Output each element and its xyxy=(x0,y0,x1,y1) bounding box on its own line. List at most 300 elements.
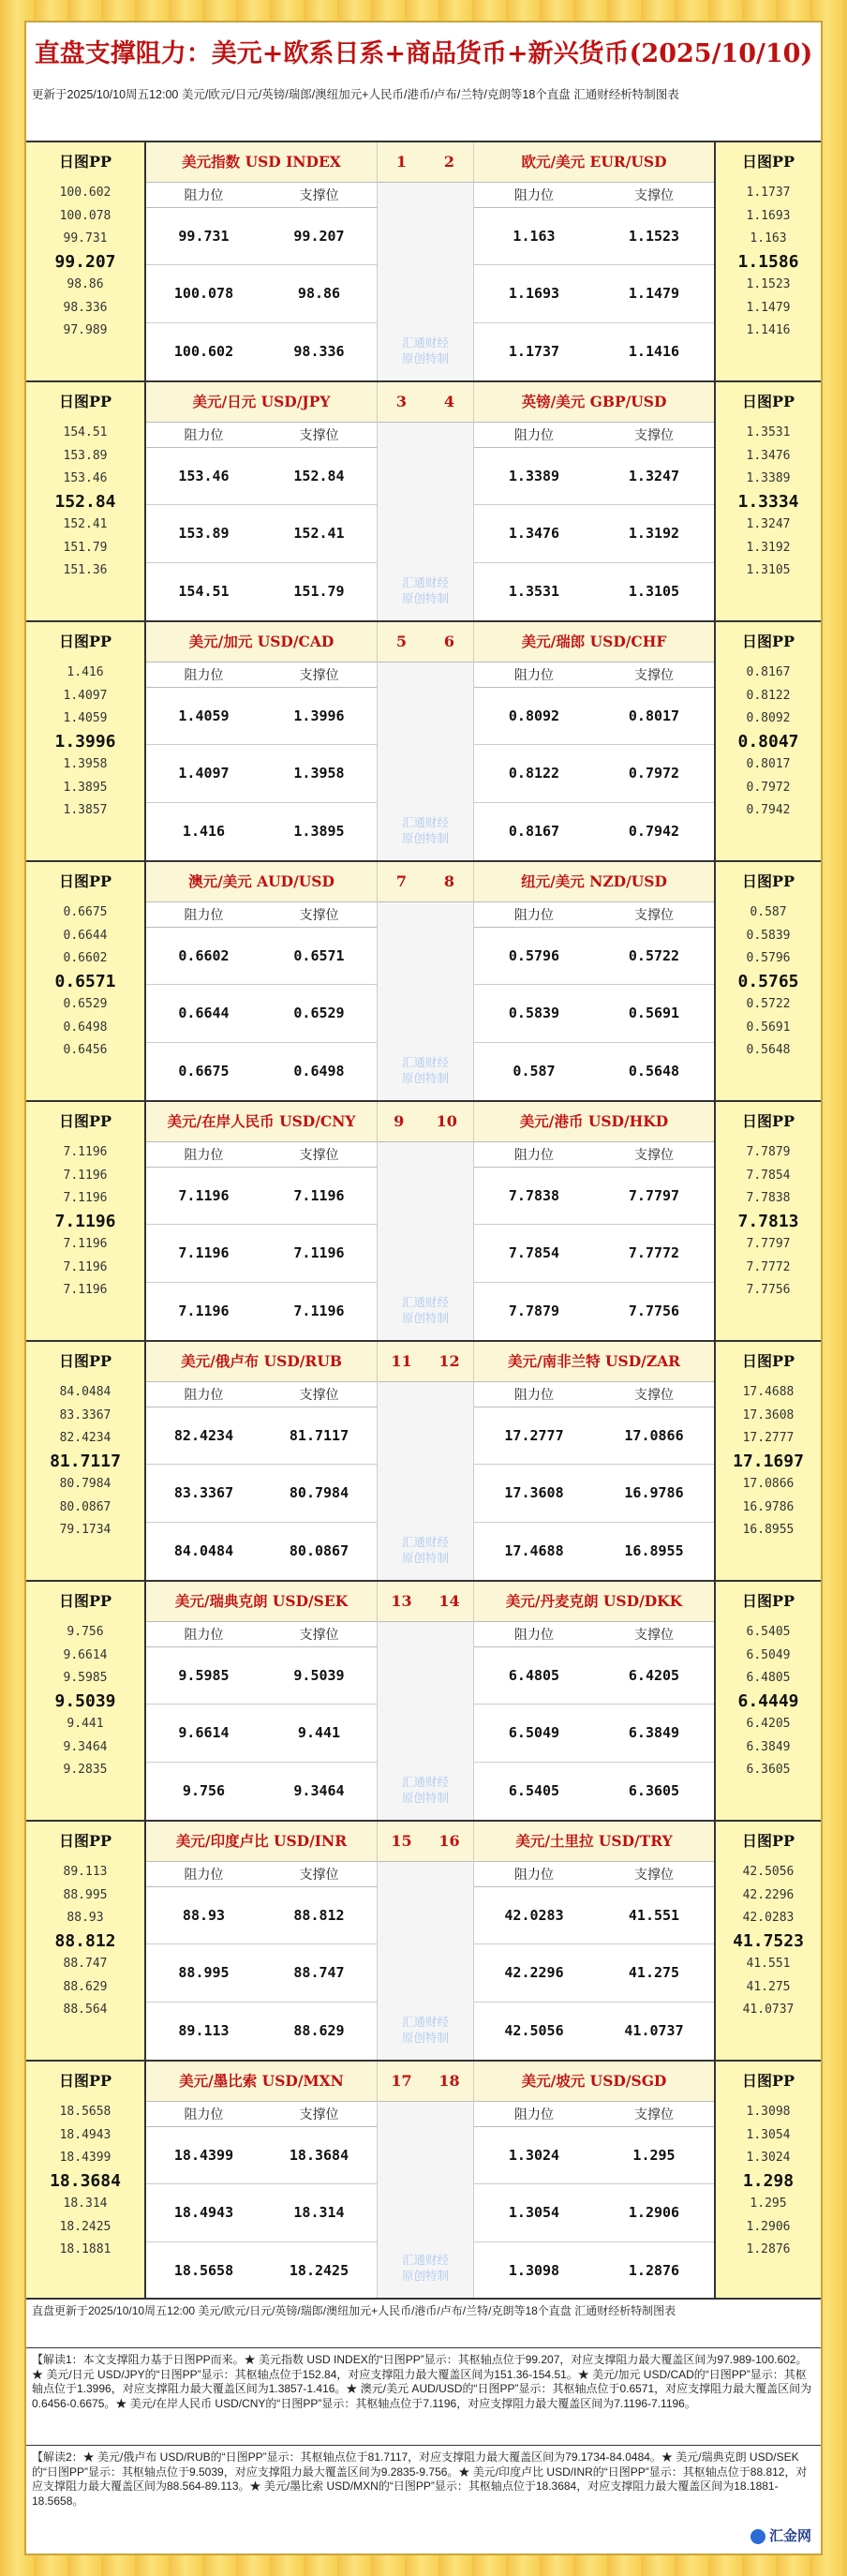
pp-header: 日图PP xyxy=(58,1112,112,1130)
level-row xyxy=(146,2184,377,2241)
level-header xyxy=(146,663,377,688)
pivot-value: 88.812 xyxy=(54,1930,116,1951)
pair-name: 纽元/美元 NZD/USD xyxy=(474,862,714,902)
pivot-value: 0.5765 xyxy=(737,971,799,991)
block-number-right: 2 xyxy=(443,153,455,171)
pair-table-left xyxy=(146,862,377,1100)
pp-value: 1.3105 xyxy=(746,563,791,577)
support-value: 1.3958 xyxy=(293,765,345,782)
pair-table-right xyxy=(474,1102,714,1340)
pp-value: 1.4097 xyxy=(63,688,108,703)
pivot-value: 1.3996 xyxy=(54,731,116,752)
resistance-value: 1.4097 xyxy=(178,765,230,782)
pp-value: 17.0866 xyxy=(742,1477,795,1491)
resistance-value: 0.5839 xyxy=(508,1005,560,1022)
pp-value: 84.0484 xyxy=(59,1385,111,1399)
page-title: 直盘支撑阻力：美元+欧系日系+商品货币+新兴货币(2025/10/10) xyxy=(34,39,813,68)
watermark-line-1: 汇通财经 xyxy=(401,1056,449,1069)
resistance-value: 1.3531 xyxy=(508,582,560,600)
resistance-value: 1.3054 xyxy=(508,2204,560,2222)
resistance-value: 88.995 xyxy=(178,1964,230,1982)
pp-column-right xyxy=(714,1582,821,1820)
block-numbers xyxy=(378,1342,473,1382)
level-row xyxy=(474,2242,714,2300)
pair-block xyxy=(26,860,821,1100)
pair-table-left xyxy=(146,142,377,380)
middle-column xyxy=(377,622,474,860)
resistance-label: 阻力位 xyxy=(514,1627,554,1642)
pp-value: 1.163 xyxy=(750,231,787,246)
pp-header: 日图PP xyxy=(741,2072,795,2090)
resistance-value: 7.1196 xyxy=(178,1244,230,1262)
pp-value: 97.989 xyxy=(63,323,108,337)
resistance-value: 1.163 xyxy=(513,228,556,245)
pp-value: 1.3389 xyxy=(746,471,791,485)
pp-value: 98.336 xyxy=(63,300,108,315)
resistance-value: 7.7854 xyxy=(508,1244,560,1262)
resistance-label: 阻力位 xyxy=(514,1147,554,1162)
pair-name: 美元指数 USD INDEX xyxy=(146,142,377,183)
pp-value: 88.629 xyxy=(63,1979,108,1994)
support-value: 0.5691 xyxy=(628,1005,680,1022)
level-row xyxy=(146,2242,377,2300)
pair-name: 美元/坡元 USD/SGD xyxy=(474,2062,714,2102)
pp-value: 1.3531 xyxy=(746,425,791,439)
pp-value: 9.756 xyxy=(67,1625,104,1639)
resistance-value: 1.4059 xyxy=(178,707,230,724)
pp-column-right xyxy=(714,142,821,380)
pivot-value: 7.1196 xyxy=(54,1211,116,1231)
resistance-value: 0.8167 xyxy=(508,822,560,840)
footer-update-line: 直盘更新于2025/10/10周五12:00 美元/欧元/日元/英镑/瑞郎/澳纽加元+人民币/港币/卢布/兰特/克朗等18个直盘 汇通财经析特制图表 xyxy=(26,2301,821,2348)
resistance-label: 阻力位 xyxy=(184,1867,224,1882)
resistance-value: 83.3367 xyxy=(173,1484,234,1502)
watermark-line-2: 原创特制 xyxy=(401,592,449,605)
middle-column xyxy=(377,382,474,620)
level-row xyxy=(146,2127,377,2184)
pp-value: 0.7942 xyxy=(746,803,791,817)
pair-name: 美元/丹麦克朗 USD/DKK xyxy=(474,1582,714,1622)
pp-value: 6.5049 xyxy=(746,1647,791,1662)
support-value: 9.441 xyxy=(297,1724,341,1742)
block-numbers xyxy=(378,622,473,663)
pp-value: 1.1479 xyxy=(746,300,791,315)
level-row xyxy=(474,1225,714,1282)
pp-value: 6.3605 xyxy=(746,1763,791,1777)
support-value: 88.747 xyxy=(293,1964,345,1982)
support-label: 支撑位 xyxy=(634,2107,674,2122)
pair-block xyxy=(26,1820,821,2060)
pp-value: 18.4399 xyxy=(59,2151,111,2165)
pp-value: 1.2906 xyxy=(746,2219,791,2234)
pair-table-right xyxy=(474,862,714,1100)
level-row xyxy=(474,1168,714,1225)
pp-value: 0.8167 xyxy=(746,665,791,679)
pp-value: 1.4059 xyxy=(63,711,108,725)
pp-column-right xyxy=(714,1342,821,1580)
interpretation-2-text: 【解读2：★ 美元/俄卢布 USD/RUB的“日图PP”显示：其枢轴点位于81.7117，对应支撑阻力最大覆盖区间为79.1734-84.0484。★ 美元/瑞典克朗 USD/SEK的“日图PP”显示：其枢轴点位于9.5039，对应支撑阻力最大覆盖区间为9.2835-9.756。★ 美元/印度卢比 USD/INR的“日图PP”显示：其枢轴点位于88.812，对应支撑阻力最大覆盖区间为88.564-89.113。★ 美元/墨比索 USD/MXN的“日图PP”显示：其枢轴点位于18.3684，对应支撑阻力最大覆盖区间为18.1881-18.5658。 xyxy=(32,2450,808,2508)
pair-table-right xyxy=(474,1342,714,1580)
pivot-value: 1.298 xyxy=(742,2170,795,2191)
support-value: 9.5039 xyxy=(293,1667,345,1684)
pair-name: 美元/土里拉 USD/TRY xyxy=(474,1822,714,1862)
pp-value: 88.995 xyxy=(63,1887,108,1902)
pp-value: 1.3054 xyxy=(746,2127,791,2142)
support-value: 6.3605 xyxy=(628,1781,680,1799)
resistance-value: 18.4399 xyxy=(173,2147,234,2164)
level-row xyxy=(146,1944,377,2002)
pair-block xyxy=(26,1340,821,1580)
resistance-label: 阻力位 xyxy=(514,907,554,922)
level-row xyxy=(146,1043,377,1100)
pivot-value: 1.3334 xyxy=(737,491,799,512)
pp-value: 7.7879 xyxy=(746,1145,791,1159)
resistance-value: 0.5796 xyxy=(508,947,560,964)
pp-header: 日图PP xyxy=(58,1592,112,1610)
watermark-line-2: 原创特制 xyxy=(401,1312,449,1325)
resistance-value: 18.4943 xyxy=(173,2204,234,2222)
resistance-label: 阻力位 xyxy=(514,187,554,202)
pp-header: 日图PP xyxy=(741,633,795,650)
resistance-value: 1.1737 xyxy=(508,342,560,360)
pp-header: 日图PP xyxy=(741,1352,795,1370)
pp-value: 41.275 xyxy=(746,1979,791,1994)
pivot-value: 6.4449 xyxy=(737,1690,799,1711)
pp-value: 100.078 xyxy=(59,208,111,223)
support-label: 支撑位 xyxy=(634,667,674,682)
pp-column-right xyxy=(714,1822,821,2060)
pp-value: 0.6602 xyxy=(63,951,108,965)
pp-value: 0.6644 xyxy=(63,928,108,943)
pp-value: 18.5658 xyxy=(59,2105,111,2119)
resistance-value: 9.756 xyxy=(182,1781,226,1799)
resistance-value: 9.5985 xyxy=(178,1667,230,1684)
resistance-value: 82.4234 xyxy=(173,1427,234,1444)
watermark-line-1: 汇通财经 xyxy=(401,1296,449,1309)
support-value: 88.629 xyxy=(293,2021,345,2039)
block-number-left: 9 xyxy=(394,1112,405,1130)
pivot-value: 0.8047 xyxy=(737,731,799,752)
support-value: 16.9786 xyxy=(624,1484,684,1502)
pair-name: 美元/瑞郎 USD/CHF xyxy=(474,622,714,663)
pp-value: 7.1196 xyxy=(63,1168,108,1183)
resistance-label: 阻力位 xyxy=(514,2107,554,2122)
level-header xyxy=(146,183,377,208)
watermark xyxy=(378,1295,473,1327)
pair-table-right xyxy=(474,2062,714,2298)
level-header xyxy=(146,1382,377,1407)
watermark-line-1: 汇通财经 xyxy=(401,816,449,829)
pair-table-right xyxy=(474,1582,714,1820)
pp-value: 153.89 xyxy=(63,448,108,463)
pp-value: 17.4688 xyxy=(742,1385,795,1399)
pp-value: 151.36 xyxy=(63,563,108,577)
level-header xyxy=(146,423,377,448)
resistance-value: 89.113 xyxy=(178,2021,230,2039)
support-value: 80.7984 xyxy=(289,1484,349,1502)
watermark xyxy=(378,1535,473,1567)
pair-table-left xyxy=(146,622,377,860)
level-row xyxy=(146,265,377,322)
support-label: 支撑位 xyxy=(299,667,339,682)
pp-value: 6.3849 xyxy=(746,1739,791,1754)
resistance-label: 阻力位 xyxy=(514,667,554,682)
pp-column-left xyxy=(26,862,146,1100)
resistance-value: 7.7838 xyxy=(508,1187,560,1204)
interpretation-1: 【解读1：本文支撑阻力基于日图PP而来。★ 美元指数 USD INDEX的“日图PP”显示：其枢轴点位于99.207，对应支撑阻力最大覆盖区间为97.989-100.602。★ 美元/日元 USD/JPY的“日图PP”显示：其枢轴点位于152.84，对应支撑阻力最大覆盖区间为151.36-154.51。★ 美元/加元 USD/CAD的“日图PP”显示：其枢轴点位于1.3996，对应支撑阻力最大覆盖区间为1.3857-1.416。★ 澳元/美元 AUD/USD的“日图PP”显示：其枢轴点位于0.6571，对应支撑阻力最大覆盖区间为0.6456-0.6675。★ 美元/在岸人民币 USD/CNY的“日图PP”显示：其枢轴点位于7.1196，对应支撑阻力最大覆盖区间为7.1196-7.1196。 xyxy=(26,2350,821,2446)
support-value: 1.3996 xyxy=(293,707,345,724)
pp-value: 17.3608 xyxy=(742,1407,795,1422)
pp-column-left xyxy=(26,2062,146,2298)
block-number-right: 6 xyxy=(443,633,455,650)
pp-value: 0.5839 xyxy=(746,928,791,943)
level-row xyxy=(146,1647,377,1705)
level-row xyxy=(474,1647,714,1705)
level-header xyxy=(474,1622,714,1647)
watermark-line-2: 原创特制 xyxy=(401,832,449,845)
logo-text: 汇金网 xyxy=(768,2528,811,2544)
pp-value: 16.9786 xyxy=(742,1499,795,1514)
resistance-label: 阻力位 xyxy=(184,427,224,442)
pair-name: 美元/俄卢布 USD/RUB xyxy=(146,1342,377,1382)
resistance-value: 42.5056 xyxy=(504,2021,564,2039)
support-value: 41.551 xyxy=(628,1907,680,1924)
block-numbers xyxy=(378,1582,473,1622)
block-number-left: 17 xyxy=(391,2072,412,2090)
logo-icon xyxy=(750,2529,765,2544)
pp-value: 42.0283 xyxy=(742,1911,795,1925)
resistance-value: 1.3024 xyxy=(508,2147,560,2164)
pair-table-right xyxy=(474,622,714,860)
pp-value: 7.7772 xyxy=(746,1259,791,1274)
pp-column-left xyxy=(26,142,146,380)
middle-column xyxy=(377,1822,474,2060)
interpretation-2 xyxy=(26,2448,821,2551)
resistance-value: 0.587 xyxy=(513,1062,556,1080)
level-header xyxy=(146,1862,377,1887)
pp-value: 98.86 xyxy=(67,277,104,291)
pp-value: 89.113 xyxy=(63,1865,108,1879)
resistance-value: 7.1196 xyxy=(178,1187,230,1204)
pair-block xyxy=(26,1100,821,1340)
pp-value: 0.6456 xyxy=(63,1043,108,1057)
watermark-line-1: 汇通财经 xyxy=(401,2016,449,2029)
support-label: 支撑位 xyxy=(299,1147,339,1162)
pp-column-left xyxy=(26,1342,146,1580)
support-value: 1.1479 xyxy=(628,285,680,303)
middle-column xyxy=(377,1342,474,1580)
pair-table-right xyxy=(474,142,714,380)
level-header xyxy=(474,2102,714,2127)
pp-value: 83.3367 xyxy=(59,1407,111,1422)
pp-value: 6.4805 xyxy=(746,1671,791,1685)
pp-header: 日图PP xyxy=(58,2072,112,2090)
resistance-value: 84.0484 xyxy=(173,1541,234,1559)
resistance-value: 88.93 xyxy=(182,1907,226,1924)
resistance-value: 6.5049 xyxy=(508,1724,560,1742)
level-header xyxy=(474,1142,714,1168)
support-value: 7.7797 xyxy=(628,1187,680,1204)
pp-column-right xyxy=(714,2062,821,2298)
support-value: 98.336 xyxy=(293,342,345,360)
pp-value: 7.1196 xyxy=(63,1259,108,1274)
pp-value: 1.295 xyxy=(750,2196,787,2211)
pp-header: 日图PP xyxy=(741,1832,795,1850)
support-value: 0.5722 xyxy=(628,947,680,964)
level-row xyxy=(146,803,377,860)
support-value: 151.79 xyxy=(293,582,345,600)
pair-table-left xyxy=(146,1582,377,1820)
watermark-line-2: 原创特制 xyxy=(401,1072,449,1085)
support-label: 支撑位 xyxy=(634,1627,674,1642)
watermark xyxy=(378,1055,473,1087)
level-header xyxy=(474,183,714,208)
support-value: 0.6498 xyxy=(293,1062,345,1080)
pp-header: 日图PP xyxy=(58,153,112,171)
pivot-value: 18.3684 xyxy=(50,2170,121,2191)
support-value: 1.2906 xyxy=(628,2204,680,2222)
resistance-label: 阻力位 xyxy=(514,427,554,442)
pp-value: 1.3098 xyxy=(746,2105,791,2119)
pp-value: 6.5405 xyxy=(746,1625,791,1639)
block-numbers xyxy=(378,382,473,423)
pair-table-left xyxy=(146,1102,377,1340)
pp-value: 88.93 xyxy=(67,1911,104,1925)
block-number-left: 5 xyxy=(395,633,408,650)
level-row xyxy=(474,323,714,380)
support-label: 支撑位 xyxy=(299,1867,339,1882)
pp-value: 1.3024 xyxy=(746,2151,791,2165)
block-numbers xyxy=(378,2062,473,2102)
level-row xyxy=(146,1283,377,1340)
resistance-value: 0.8092 xyxy=(508,707,560,724)
pair-name: 美元/印度卢比 USD/INR xyxy=(146,1822,377,1862)
block-number-left: 15 xyxy=(391,1832,412,1850)
resistance-label: 阻力位 xyxy=(184,907,224,922)
level-header xyxy=(146,2102,377,2127)
resistance-label: 阻力位 xyxy=(184,1387,224,1402)
watermark-line-2: 原创特制 xyxy=(401,352,449,365)
support-value: 7.1196 xyxy=(293,1302,345,1319)
pp-header: 日图PP xyxy=(741,153,795,171)
level-header xyxy=(146,1142,377,1168)
pp-value: 6.4205 xyxy=(746,1717,791,1731)
pivot-value: 9.5039 xyxy=(54,1690,116,1711)
support-value: 1.295 xyxy=(632,2147,676,2164)
pp-value: 7.7756 xyxy=(746,1283,791,1297)
resistance-value: 9.6614 xyxy=(178,1724,230,1742)
level-row xyxy=(474,208,714,265)
support-label: 支撑位 xyxy=(299,2107,339,2122)
pp-value: 153.46 xyxy=(63,471,108,485)
pivot-value: 7.7813 xyxy=(737,1211,799,1231)
level-header xyxy=(146,1622,377,1647)
level-row xyxy=(146,928,377,985)
pp-value: 151.79 xyxy=(63,540,108,555)
support-value: 0.5648 xyxy=(628,1062,680,1080)
pp-value: 0.5722 xyxy=(746,997,791,1011)
pp-value: 79.1734 xyxy=(59,1523,111,1537)
pp-header: 日图PP xyxy=(741,872,795,890)
level-row xyxy=(474,2184,714,2241)
support-value: 1.2876 xyxy=(628,2261,680,2279)
watermark xyxy=(378,575,473,607)
support-value: 7.7756 xyxy=(628,1302,680,1319)
pp-value: 1.1693 xyxy=(746,208,791,223)
support-label: 支撑位 xyxy=(634,427,674,442)
pp-value: 42.5056 xyxy=(742,1865,795,1879)
level-row xyxy=(474,985,714,1042)
resistance-value: 100.602 xyxy=(173,342,234,360)
resistance-value: 18.5658 xyxy=(173,2261,234,2279)
update-line: 更新于2025/10/10周五12:00 美元/欧元/日元/英镑/瑞郎/澳纽加元+人民币/港币/卢布/兰特/克朗等18个直盘 汇通财经析特制图表 xyxy=(32,88,679,101)
pp-value: 0.8122 xyxy=(746,688,791,703)
pivot-value: 41.7523 xyxy=(733,1930,804,1951)
pp-header: 日图PP xyxy=(58,1832,112,1850)
pp-value: 1.416 xyxy=(67,665,104,679)
level-row xyxy=(146,2003,377,2060)
pair-table-left xyxy=(146,1822,377,2060)
pivot-value: 1.1586 xyxy=(737,251,799,272)
resistance-label: 阻力位 xyxy=(184,187,224,202)
level-row xyxy=(474,1523,714,1580)
level-row xyxy=(474,1407,714,1465)
pair-block xyxy=(26,141,821,380)
pivot-value: 81.7117 xyxy=(50,1451,121,1471)
pp-header: 日图PP xyxy=(741,1112,795,1130)
pp-column-right xyxy=(714,622,821,860)
pair-name: 美元/加元 USD/CAD xyxy=(146,622,377,663)
pair-table-left xyxy=(146,2062,377,2298)
block-number-right: 16 xyxy=(438,1832,460,1850)
block-number-right: 14 xyxy=(438,1592,460,1610)
pp-value: 82.4234 xyxy=(59,1431,111,1445)
pair-table-right xyxy=(474,382,714,620)
watermark-line-2: 原创特制 xyxy=(401,1792,449,1805)
pp-value: 18.2425 xyxy=(59,2219,111,2234)
support-value: 80.0867 xyxy=(289,1541,349,1559)
block-number-right: 10 xyxy=(436,1112,457,1130)
pp-value: 99.731 xyxy=(63,231,108,246)
level-row xyxy=(146,1168,377,1225)
support-value: 7.1196 xyxy=(293,1187,345,1204)
level-row xyxy=(474,688,714,745)
watermark xyxy=(378,1775,473,1807)
pp-value: 154.51 xyxy=(63,425,108,439)
level-row xyxy=(146,745,377,802)
pair-name: 美元/瑞典克朗 USD/SEK xyxy=(146,1582,377,1622)
block-number-right: 12 xyxy=(438,1352,460,1370)
resistance-value: 7.1196 xyxy=(178,1302,230,1319)
level-row xyxy=(146,448,377,505)
level-row xyxy=(146,1523,377,1580)
resistance-value: 1.3389 xyxy=(508,468,560,484)
level-row xyxy=(146,985,377,1042)
watermark-line-2: 原创特制 xyxy=(401,2270,449,2283)
support-value: 1.3247 xyxy=(628,468,680,484)
pp-value: 0.8092 xyxy=(746,711,791,725)
pp-value: 18.4943 xyxy=(59,2127,111,2142)
support-value: 41.275 xyxy=(628,1964,680,1982)
pp-value: 9.3464 xyxy=(63,1739,108,1754)
pair-name: 澳元/美元 AUD/USD xyxy=(146,862,377,902)
pp-value: 1.1416 xyxy=(746,323,791,337)
watermark-line-1: 汇通财经 xyxy=(401,1536,449,1549)
level-row xyxy=(146,1705,377,1762)
resistance-value: 1.416 xyxy=(182,822,226,840)
watermark-line-1: 汇通财经 xyxy=(401,1776,449,1789)
resistance-value: 7.7879 xyxy=(508,1302,560,1319)
